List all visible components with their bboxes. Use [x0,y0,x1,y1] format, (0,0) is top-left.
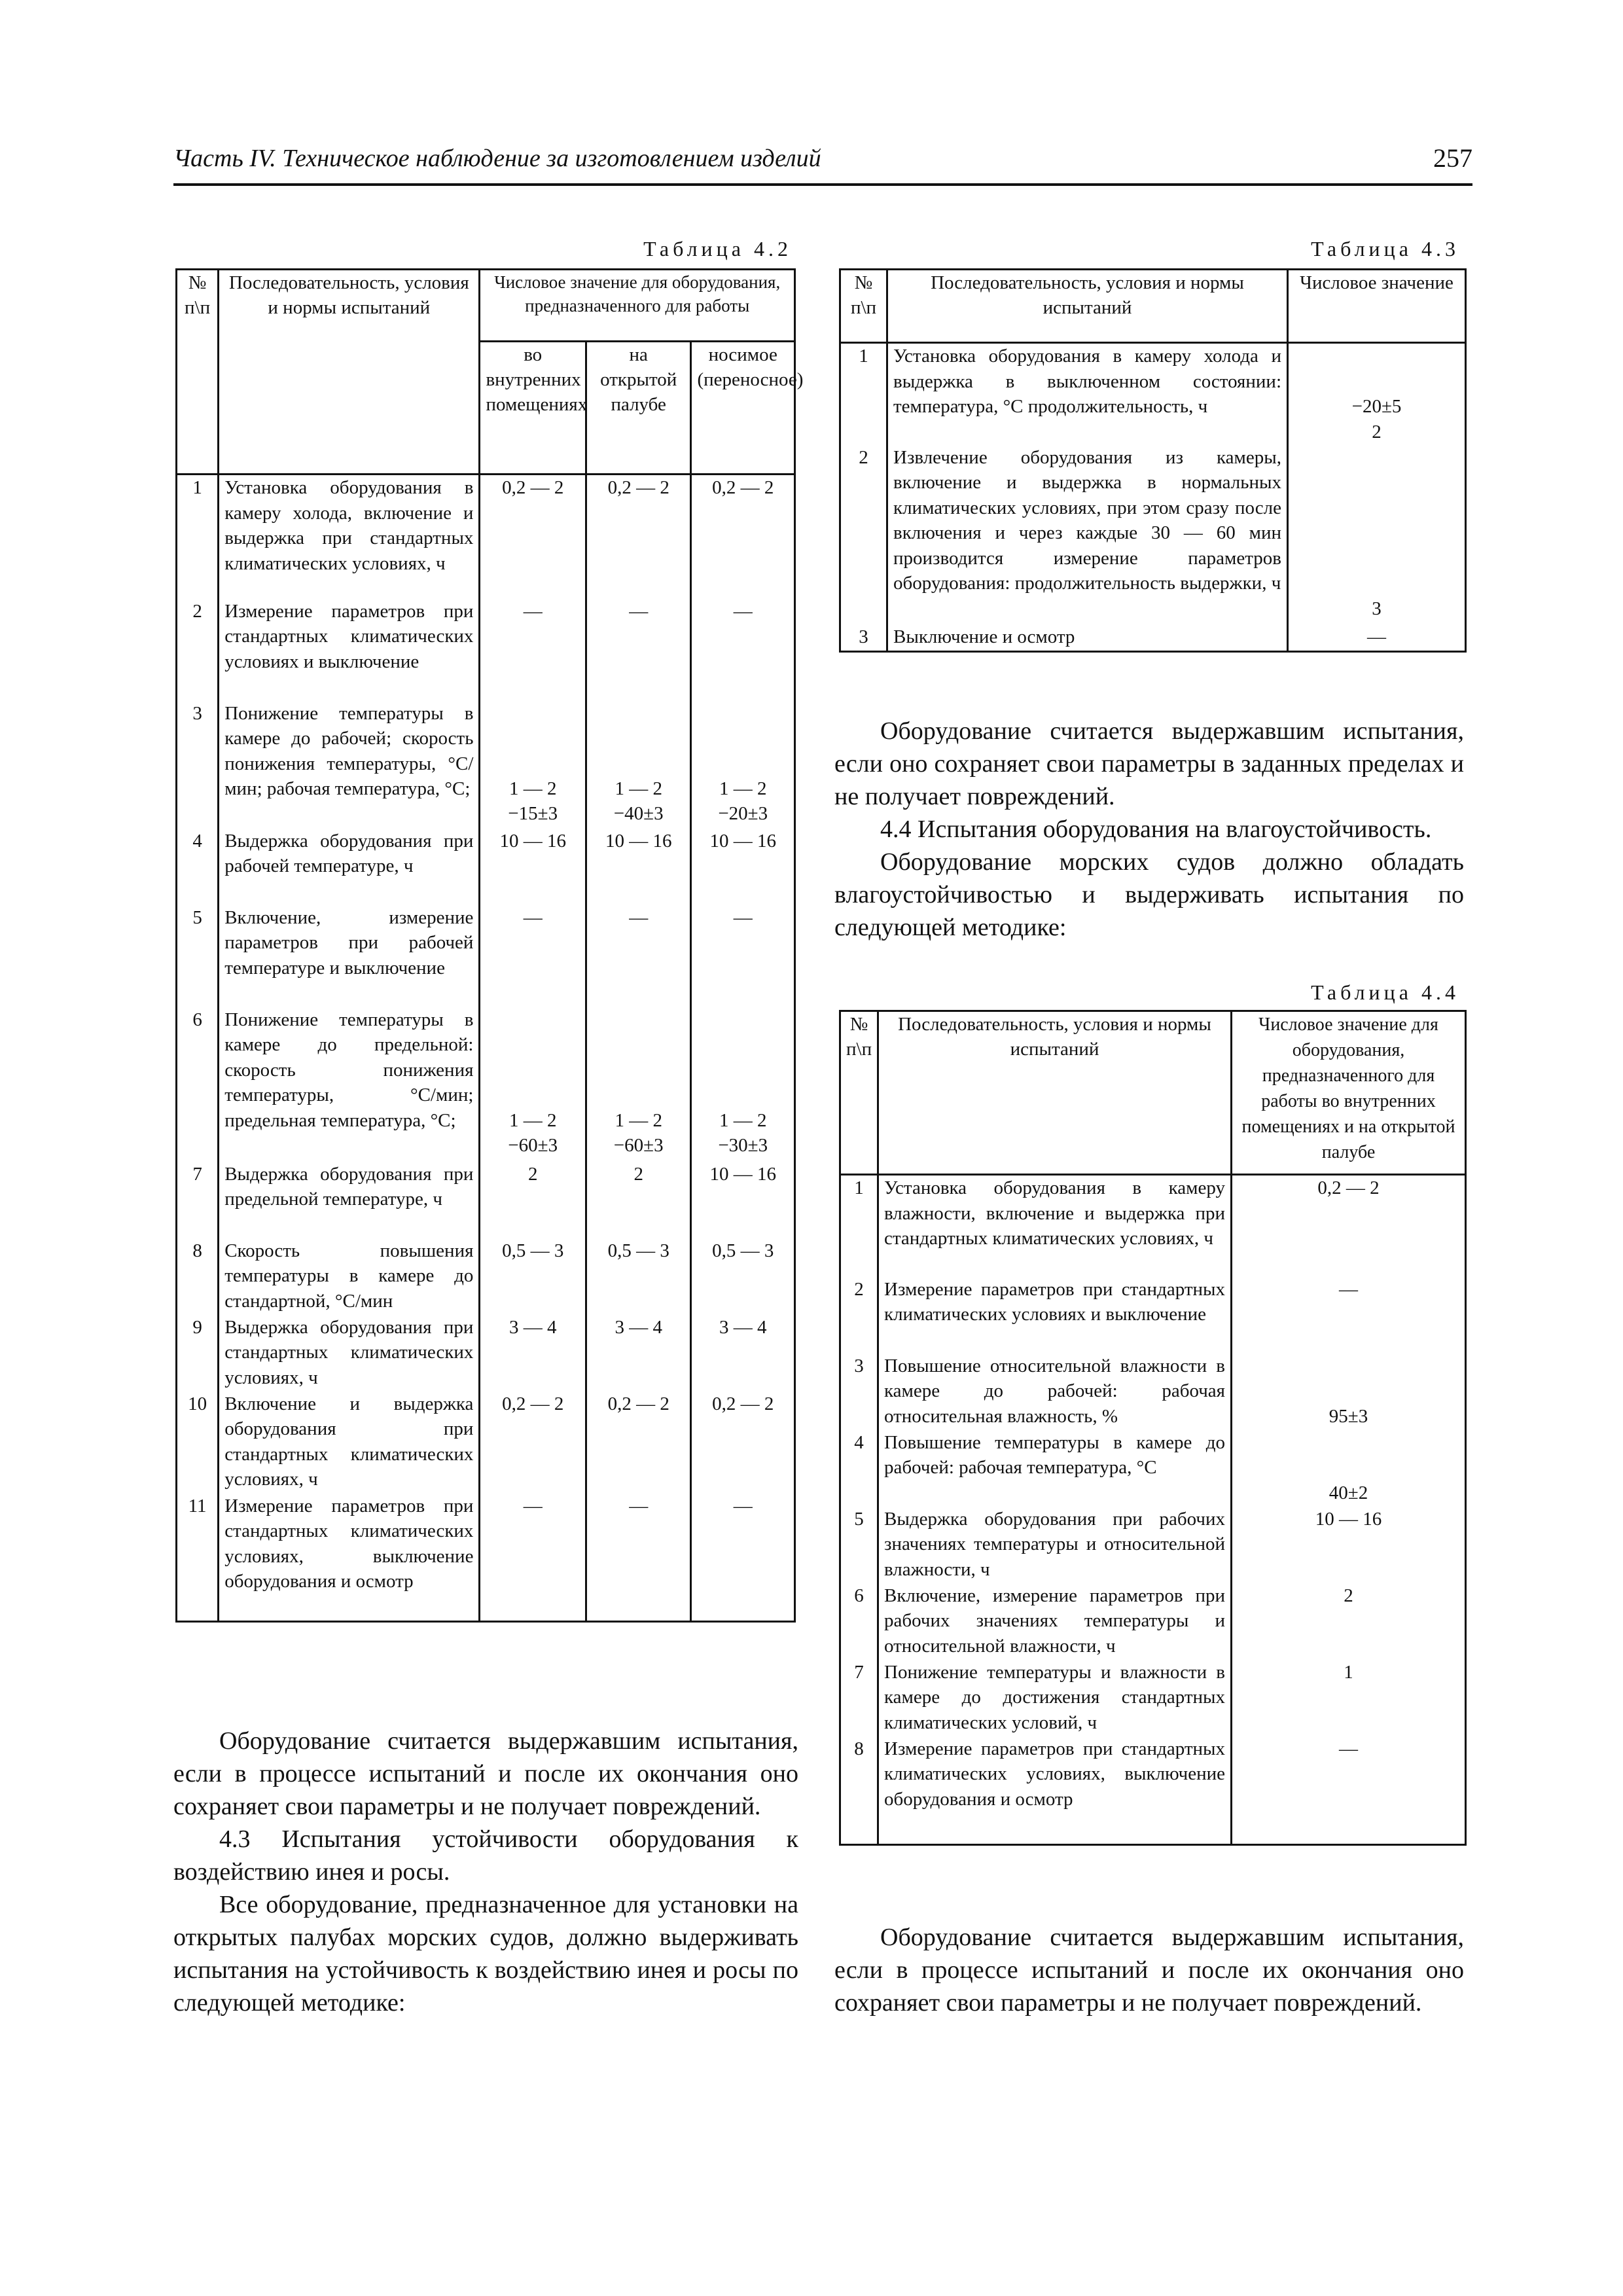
right-final-text [834,1921,1464,2019]
col-header-indoor: во внутренних помещениях [480,342,586,475]
table-4-3 [839,268,1467,653]
table-row: 6 Включение, измерение параметров при рабочих значениях температуры и относительной влажности, ч 2 [840,1583,1466,1660]
table-row: 7 Понижение температуры и влажности в камере до достижения стандартных климатических условий, ч 1 [840,1660,1466,1736]
table-row: 3 Понижение температуры в камере до рабочей; скорость понижения температуры, °С/мин; рабочая температура, °С; 1 — 2 −15±3 1 — 2 −40±3 1 — 2 −20±3 [177,701,795,829]
section-heading-4-4: 4.4 Испытания оборудования на влагоустойчивость. [880,816,1432,843]
col-header-open-deck: на открытой палубе [586,342,691,475]
right-text-block [834,715,1464,944]
table-row: 6 Понижение температуры в камере до предельной: скорость понижения температуры, °С/мин; предельная температура, °С; 1 — 2 −60±3 1 — 2 −60±3 1 — 2 −30±3 [177,1007,795,1162]
page-number: 257 [1433,143,1472,173]
table-row: 1 Установка оборудования в камеру холода, включение и выдержка при стандартных климатических условиях, ч 0,2 — 2 0,2 — 2 0,2 — 2 [177,475,795,599]
col-header-value: Числовое значение для оборудования, предназначенного для работы во внутренних помещениях и на открытой палубе [1232,1011,1466,1175]
section-heading-4-3: 4.3 Испытания устойчивости оборудования к воздействию инея и росы. [173,1825,798,1886]
table-row: 11 Измерение параметров при стандартных климатических условиях, выключение оборудования и осмотр — — — [177,1494,795,1622]
table-row: 1 Установка оборудования в камеру влажности, включение и выдержка при стандартных климатических условиях, ч 0,2 — 2 [840,1175,1466,1277]
table-row: 1 Установка оборудования в камеру холода и выдержка в выключенном состоянии: температура, °С продолжительность, ч −20±5 2 [840,343,1466,445]
table-row: 9 Выдержка оборудования при стандартных климатических условиях, ч 3 — 4 3 — 4 3 — 4 [177,1315,795,1391]
col-header-num: № п\п [177,270,219,475]
col-header-desc: Последовательность, условия и нормы испытаний [219,270,480,475]
paragraph: Оборудование считается выдержавшим испытания, если оно сохраняет свои параметры в заданных пределах и не получает повреждений. [834,717,1464,810]
table-row: 3 Повышение относительной влажности в камере до рабочей: рабочая относительная влажность, % 95±3 [840,1354,1466,1430]
paragraph: Все оборудование, предназначенное для установки на открытых палубах морских судов, должно выдерживать испытания на устойчивость к воздействию инея и росы по следующей методике: [173,1891,798,2017]
paragraph: Оборудование считается выдержавшим испытания, если в процессе испытаний и после их окончания оно сохраняет свои параметры и не получает повреждений. [834,1924,1464,2017]
table-row: 3 Выключение и осмотр — [840,624,1466,652]
table-4-3-caption: Таблица 4.3 [1311,237,1459,260]
col-header-value: Числовое значение [1288,270,1466,343]
table-row: 7 Выдержка оборудования при предельной температуре, ч 2 2 10 — 16 [177,1162,795,1238]
col-header-portable: носимое (переносное) [691,342,795,475]
col-header-group: Числовое значение для оборудования, предназначенного для работы [480,270,795,342]
table-row: 2 Измерение параметров при стандартных климатических условиях и выключение — — — [177,599,795,701]
table-row: 8 Измерение параметров при стандартных климатических условиях, выключение оборудования и осмотр — [840,1736,1466,1845]
table-4-4 [839,1010,1467,1846]
paragraph: Оборудование считается выдержавшим испытания, если в процессе испытаний и после их окончания оно сохраняет свои параметры и не получает повреждений. [173,1727,798,1820]
table-4-2-caption: Таблица 4.2 [643,237,792,260]
table-row: 5 Включение, измерение параметров при рабочей температуре и выключение — — — [177,905,795,1007]
table-4-4-caption: Таблица 4.4 [1311,980,1459,1004]
table-row: 2 Измерение параметров при стандартных климатических условиях и выключение — [840,1277,1466,1354]
col-header-num: № п\п [840,270,887,343]
table-row: 10 Включение и выдержка оборудования при стандартных климатических условиях, ч 0,2 — 2 0,2 — 2 0,2 — 2 [177,1391,795,1494]
left-text-block [173,1725,798,2019]
table-row: 4 Выдержка оборудования при рабочей температуре, ч 10 — 16 10 — 16 10 — 16 [177,829,795,905]
paragraph: Оборудование морских судов должно обладать влагоустойчивостью и выдерживать испытания по следующей методике: [834,848,1464,941]
table-row: 5 Выдержка оборудования при рабочих значениях температуры и относительной влажности, ч 10 — 16 [840,1507,1466,1583]
table-row: 4 Повышение температуры в камере до рабочей: рабочая температура, °С 40±2 [840,1430,1466,1507]
col-header-desc: Последовательность, условия и нормы испытаний [887,270,1288,343]
table-4-2 [175,268,804,1623]
running-title: Часть IV. Техническое наблюдение за изготовлением изделий [173,145,821,172]
col-header-num: № п\п [840,1011,878,1175]
col-header-desc: Последовательность, условия и нормы испытаний [878,1011,1232,1175]
table-row: 8 Скорость повышения температуры в камере до стандартной, °С/мин 0,5 — 3 0,5 — 3 0,5 — 3 [177,1238,795,1315]
page-header [173,137,1472,186]
table-row: 2 Извлечение оборудования из камеры, включение и выдержка в нормальных климатических условиях, при этом сразу после включения и через каждые 30 — 60 мин производится измерение параметров оборудования: продолжительность выдержки, ч 3 [840,445,1466,624]
